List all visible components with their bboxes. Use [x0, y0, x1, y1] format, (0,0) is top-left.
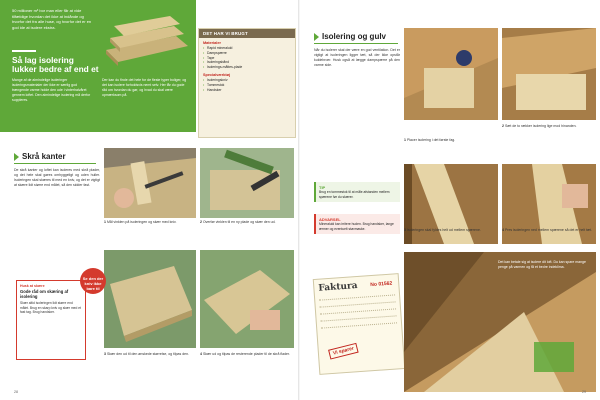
caption-step-2-text: Overfør vinklen til en ny plade og skær den ud. — [202, 220, 276, 224]
caption-step-1 — [104, 220, 196, 225]
materials-item: • Dampspærre — [203, 51, 291, 56]
photo-step-3 — [104, 250, 196, 348]
materials-item: • Isoleringsbånd — [203, 60, 291, 65]
title-rule — [12, 50, 36, 52]
tip-box-right — [314, 182, 400, 202]
tip-body: Brug en tommestok til at måle afstanden mellem spærene før du skærer. — [319, 190, 390, 199]
tools-item: • Tommestok — [203, 83, 291, 88]
headline: Så lag isolering lukker bedre af end et — [12, 55, 99, 75]
caption-step-2-number: 2 — [200, 220, 202, 224]
warning-head: ADVARSEL — [319, 217, 341, 222]
caption-step-4 — [200, 352, 294, 357]
tip-title: Gode råd om skæring af isolering — [20, 289, 69, 299]
right-body-text: Når du isolerer skal der være en god ventilation. Det er vigtigt at isoleringen ligger tæt, så der ikke opstår kuldebroer. Husk også at lægge dampspærre på den varme side. — [314, 48, 400, 67]
tools-item: • Handsker — [203, 88, 291, 93]
caption-step-4-text: Skær ud og tilpas de resterende plader til de skrå flader. — [202, 352, 290, 356]
invoice-title: Faktura — [318, 281, 358, 294]
tip-text: Skær altid isoleringen lidt større end målet. Brug en skarp kniv og skær med et fast tag. Brug handsker. — [20, 301, 82, 314]
caption-right-3-text: Isoleringen skal fyldes helt ud mellem spærene. — [406, 228, 481, 232]
caption-right-4-number: 4 — [502, 228, 504, 232]
caption-right-2-number: 2 — [502, 124, 504, 128]
caption-step-4-number: 4 — [200, 352, 202, 356]
page-number-right: 29 — [582, 390, 586, 394]
materials-box-header: DET HAR VI BRUGT — [199, 29, 295, 38]
section-arrow-icon — [314, 33, 319, 41]
right-page — [300, 0, 600, 400]
photo-attic-1 — [404, 28, 498, 120]
insulation-rolls-photo — [96, 6, 192, 70]
materials-item: • Isolerings-måttes-plade — [203, 65, 291, 70]
invoice-stamp: Vi sparer — [328, 343, 359, 360]
tip-head: TIP — [319, 185, 326, 190]
caption-right-3-number: 3 — [404, 228, 406, 232]
intro-green-block — [0, 0, 196, 132]
intro-text: 50 millioner m³ bor man eller får at vide tilfældige hvordan det ikke at indånde og hvorfor det fra alle huse, og hvorfor det er en god ide at isolere ekstra. — [12, 8, 92, 30]
invoice-number: No 01562 — [370, 280, 393, 289]
page-number-left: 28 — [14, 390, 18, 394]
tip-box-left — [16, 280, 86, 360]
tip-label: Husk at skære — [20, 284, 45, 288]
caption-right-2-text: Sæt de to rækker isolering lige mod hinanden. — [504, 124, 577, 128]
caption-right-2 — [502, 124, 596, 129]
materials-item: • Rapid mineraluld — [203, 46, 291, 51]
photo-step-4 — [200, 250, 294, 348]
caption-right-1-number: 1 — [404, 138, 406, 142]
materials-item: • Tape — [203, 56, 291, 61]
section-title-text: Skrå kanter — [22, 152, 66, 161]
caption-right-4 — [502, 228, 596, 233]
section-title-text: Isolering og gulv — [322, 32, 387, 41]
warning-body: Mineraluld kan irritere huden. Brug handsker, lange ærmer og eventuelt støvmaske. — [319, 222, 394, 231]
caption-step-2 — [200, 220, 294, 225]
photo-step-2 — [200, 148, 294, 218]
red-badge: Se den der kniv ikke bare til — [80, 268, 106, 294]
materials-list — [203, 46, 291, 70]
caption-step-1-number: 1 — [104, 220, 106, 224]
section-body-text: De skrå kanter og loftet kan isoleres med skrå plader, og det hele skal gøres omhyggeligt og uden huller. Isoleringen skal skæres til med en kniv, og det er vigtigt at skære lidt større end målet, så den sidder fast. — [14, 168, 100, 187]
tools-list — [203, 78, 291, 92]
photo-attic-2 — [502, 28, 596, 120]
caption-right-1 — [404, 138, 498, 143]
intro-body-col2: Der kan du finde det hele for de fleste typer boliger, og det kan isolere forholdsvis nemt selv. Her får du gode råd om hvordan du gør, og hvad du skal være opmærksom på. — [102, 78, 187, 97]
caption-step-3 — [104, 352, 196, 357]
intro-body-col1: Mange af de almindelige isoleringer isoleringsmaterialer der ikke er særlig god trængende varme holde den ude i vinterhalvåret gennem loftet. Den almindelige isolering må derfor suppleres. — [12, 78, 91, 102]
warning-box — [314, 214, 400, 234]
photo-step-1 — [104, 148, 196, 218]
caption-right-3 — [404, 228, 498, 233]
invoice-image — [313, 273, 405, 375]
materials-box — [198, 28, 296, 138]
caption-step-3-number: 3 — [104, 352, 106, 356]
tools-item: • Isoleringskniv — [203, 78, 291, 83]
caption-right-4-text: Pres isoleringen ned mellem spærene så det er helt tæt. — [504, 228, 593, 232]
section-title-skra-kanter — [14, 150, 96, 164]
photo-attic-large — [404, 252, 596, 392]
section-title-isolering — [314, 30, 398, 44]
caption-right-1-text: Placer isolering i det første fag. — [406, 138, 456, 142]
caption-step-1-text: Mål vinklen på isoleringen og skær med kniv. — [106, 220, 177, 224]
caption-step-3-text: Skær den ud til den ønskede størrelse, og tilpas den. — [106, 352, 190, 356]
materials-title: Materialer — [203, 41, 221, 45]
section-arrow-icon — [14, 153, 19, 161]
tools-title: Specialværktøj — [203, 72, 231, 77]
photo-overlay-text: Det kan betale sig at isolere dit loft. Du kan spare mange penge på varmen og få et bedre indeklima. — [498, 260, 586, 269]
